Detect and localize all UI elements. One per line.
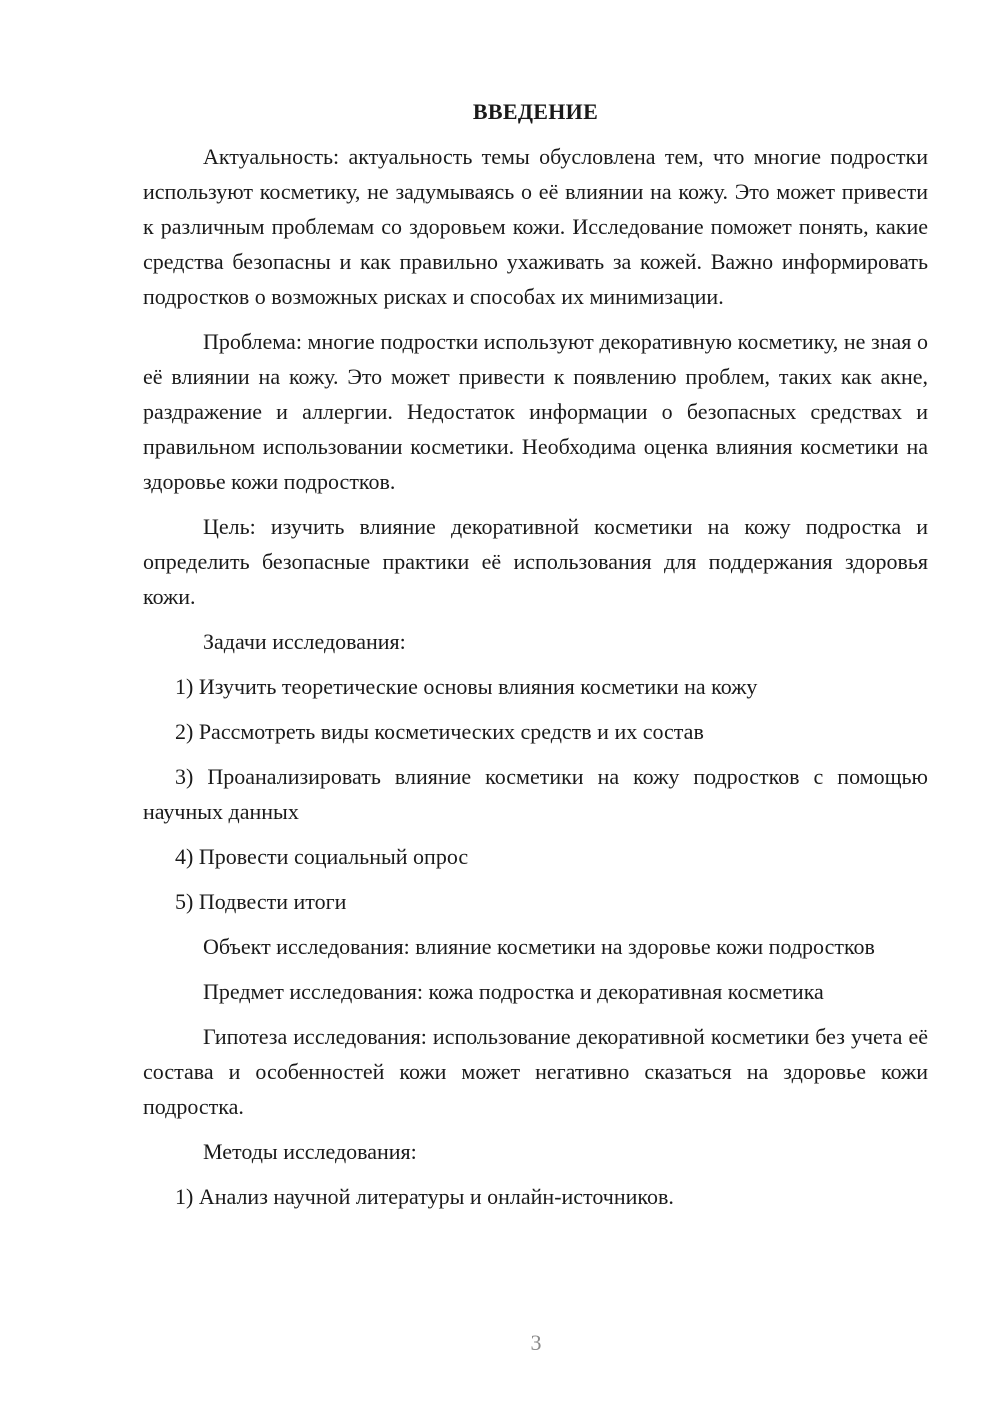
relevance-paragraph: Актуальность: актуальность темы обусловлена тем, что многие подростки используют косметику, не задумываясь о её влиянии на кожу. Это может привести к различным проблемам со здоровьем кожи. Исследование поможет понять, какие средства безопасны и как правильно ухаживать за кожей. Важно информировать подростков о возможных рисках и способах их минимизации. <box>143 144 928 309</box>
hypothesis-paragraph: Гипотеза исследования: использование декоративной косметики без учета её состава и особенностей кожи может негативно сказаться на здоровье кожи подростка. <box>143 1024 928 1119</box>
methods-heading: Методы исследования: <box>203 1139 417 1164</box>
task-item-5: 5) Подвести итоги <box>175 889 347 914</box>
task-item-1: 1) Изучить теоретические основы влияния косметики на кожу <box>175 674 758 699</box>
object-paragraph: Объект исследования: влияние косметики на здоровье кожи подростков <box>203 934 875 959</box>
page-number: 3 <box>530 1330 542 1355</box>
subject-paragraph: Предмет исследования: кожа подростка и декоративная косметика <box>203 979 824 1004</box>
problem-paragraph: Проблема: многие подростки используют декоративную косметику, не зная о её влиянии на кожу. Это может привести к появлению проблем, таких как акне, раздражение и аллергии. Недостаток информации о безопасных средствах и правильном использовании косметики. Необходима оценка влияния косметики на здоровье кожи подростков. <box>143 329 928 494</box>
task-item-4: 4) Провести социальный опрос <box>175 844 469 869</box>
tasks-heading: Задачи исследования: <box>203 629 406 654</box>
task-item-2: 2) Рассмотреть виды косметических средств и их состав <box>175 719 704 744</box>
section-title: ВВЕДЕНИЕ <box>472 99 599 124</box>
goal-paragraph: Цель: изучить влияние декоративной косметики на кожу подростка и определить безопасные практики её использования для поддержания здоровья кожи. <box>143 514 928 609</box>
task-item-3: 3) Проанализировать влияние косметики на кожу подростков с помощью научных данных <box>143 764 928 824</box>
method-item-1: 1) Анализ научной литературы и онлайн-источников. <box>175 1184 674 1209</box>
page-content <box>143 94 928 1224</box>
